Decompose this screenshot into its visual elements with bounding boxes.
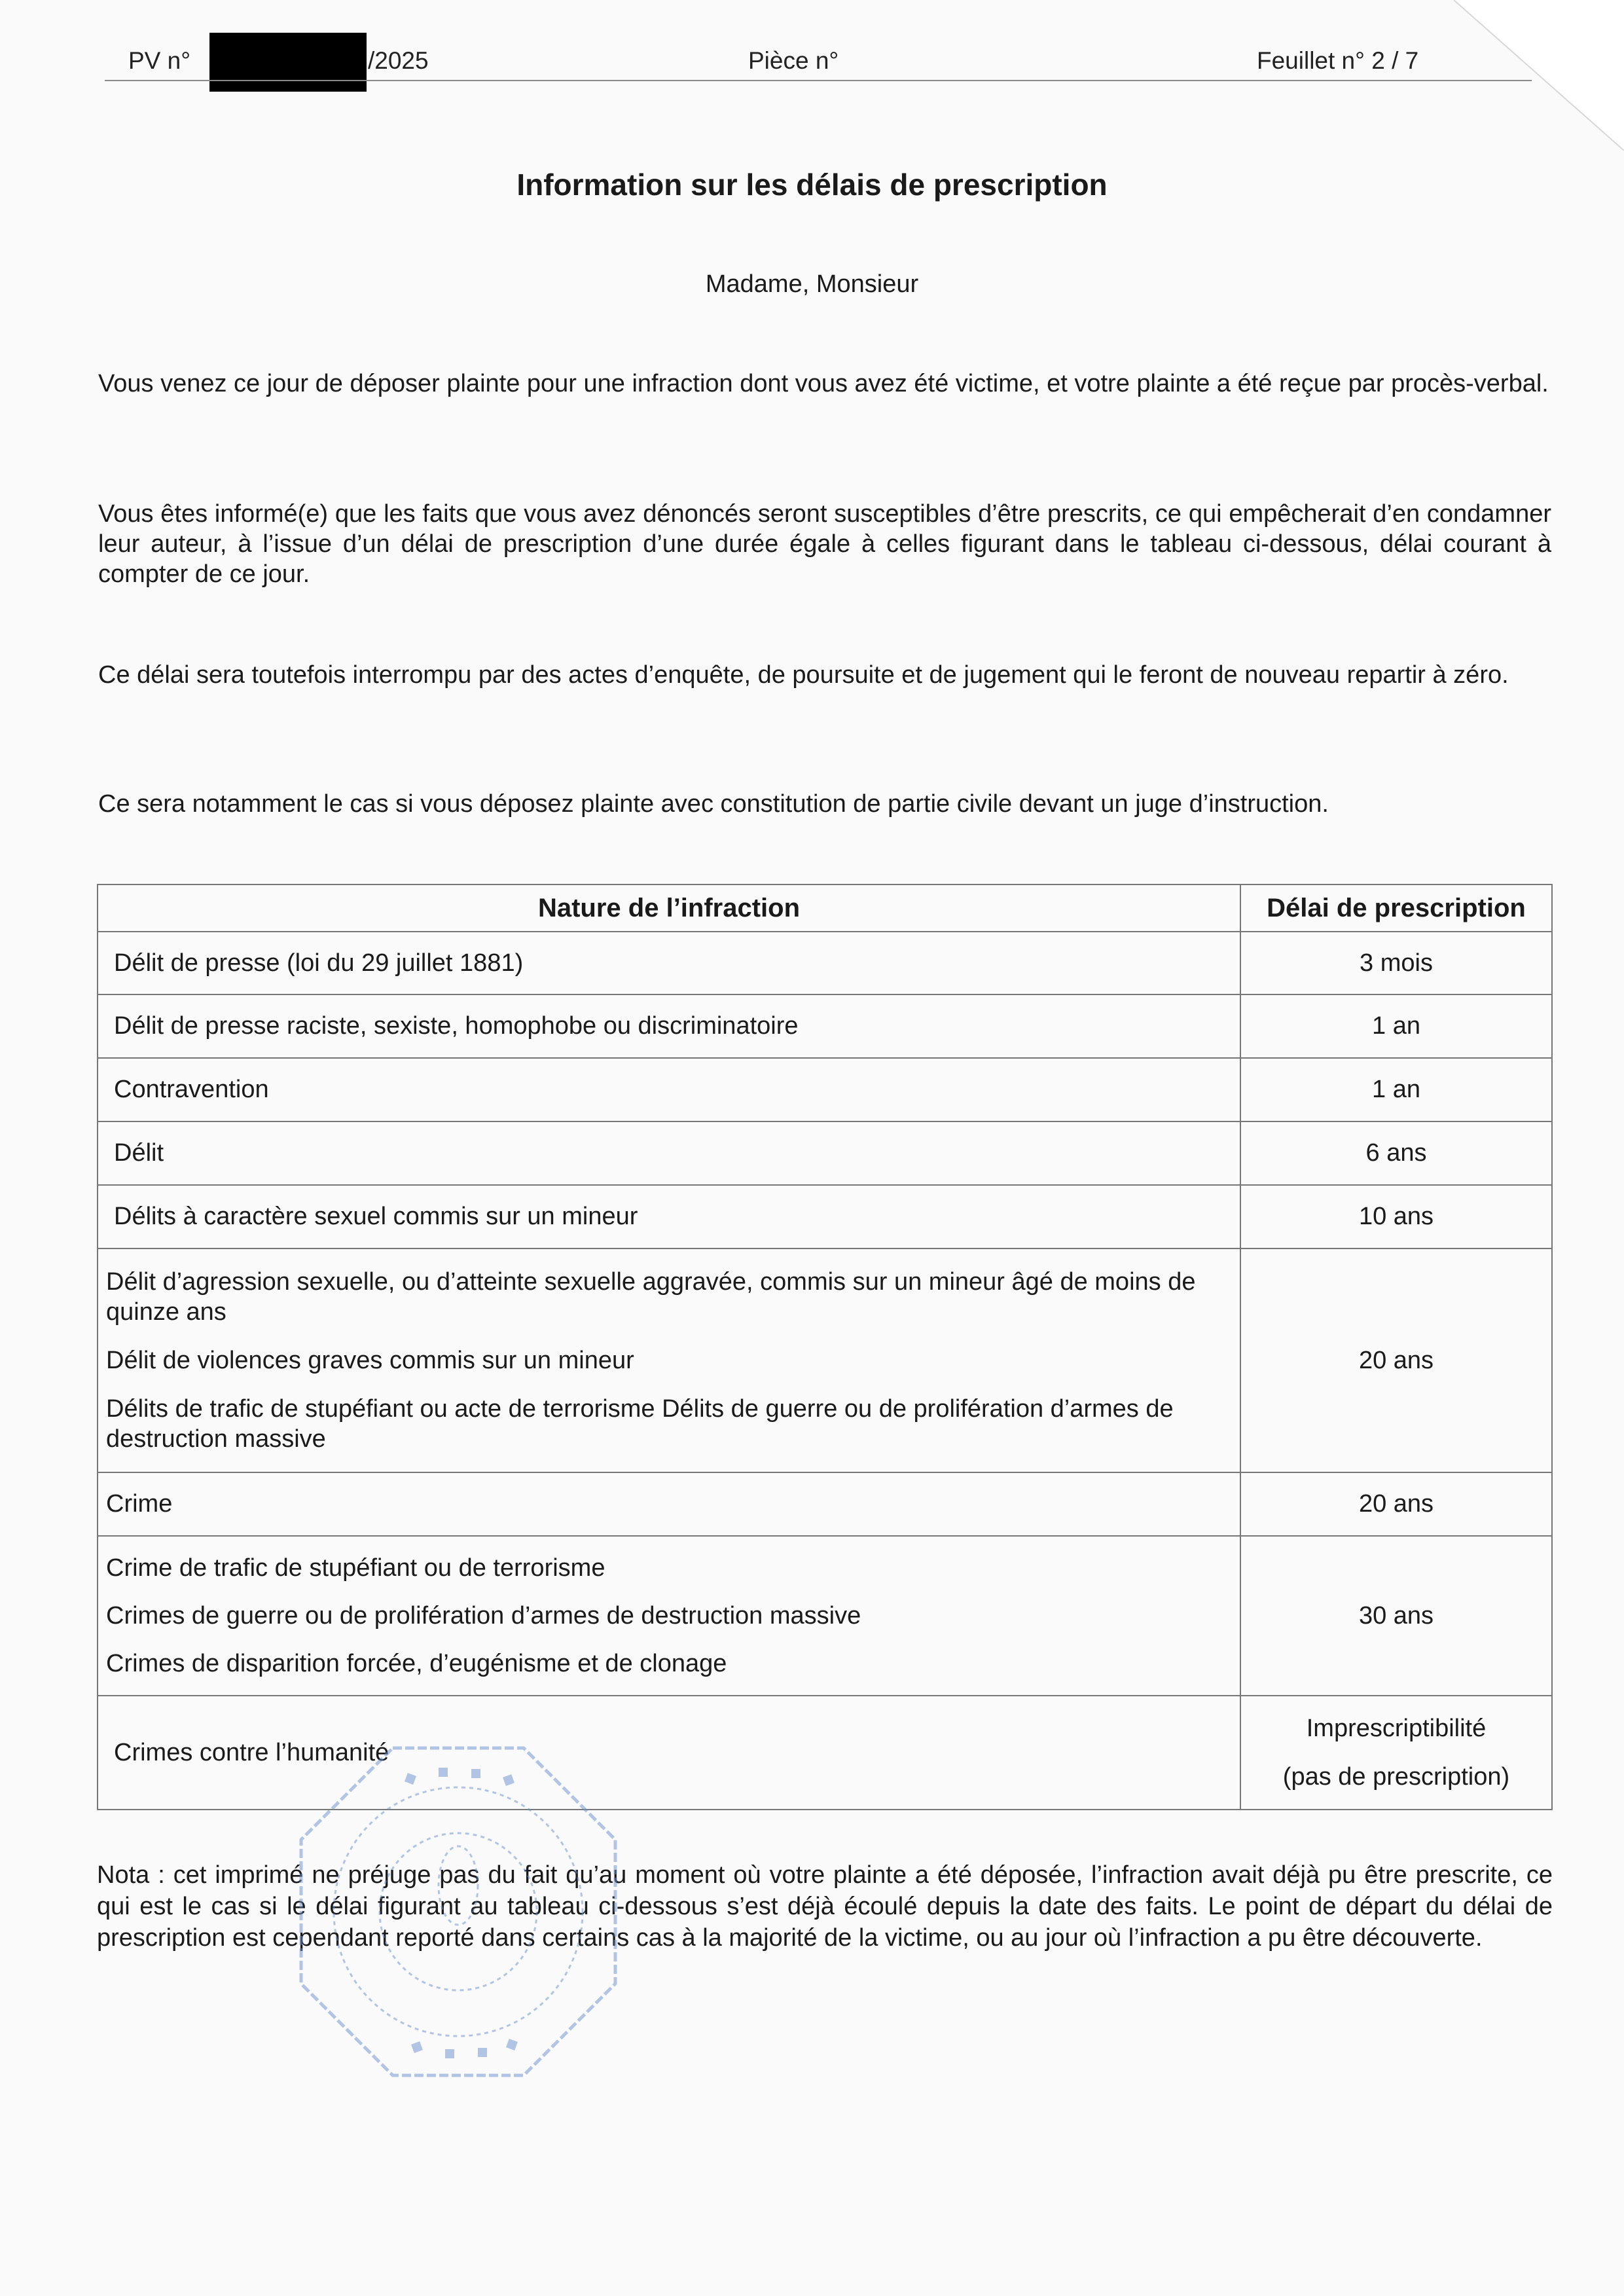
table-row [98,994,1552,1058]
delai-text: 1 an [1372,1012,1420,1040]
delai-cell [1240,1536,1552,1696]
nature-cell [98,1536,1240,1696]
nature-text: Crimes contre l’humanité [114,1738,389,1766]
delai-text: (pas de prescription) [1282,1763,1510,1791]
piece-number-label: Pièce n° [748,47,839,74]
table-row [98,1185,1552,1248]
paragraph-prescription-info: Vous êtes informé(e) que les faits que vous avez dénoncés seront susceptibles d’être prescrits, ce qui empêcherait d’en condamner leur auteur, à l’issue d’un délai de prescription d’une durée égale à celles figurant dans le tableau ci-dessous, délai courant à compter de ce jour. [98,500,1551,588]
pv-year: /2025 [368,47,429,74]
table-row [98,932,1552,994]
page-corner-fold [1454,0,1624,151]
nature-text: Délit de violences graves commis sur un mineur [106,1347,634,1374]
nota-paragraph: Nota : cet imprimé ne préjuge pas du fait qu’au moment où votre plainte a été déposée, l’infraction avait déjà pu être prescrite, ce qui est le cas si le délai figurant au tableau ci-dessous s’est déjà écoulé depuis la date des faits. Le point de départ du délai de prescription est cependant reporté dans certains cas à la majorité de la victime, ou au jour où l’infraction a pu être découverte. [97,1861,1553,1952]
nature-text: Délit [114,1139,164,1167]
paragraph-interruption: Ce délai sera toutefois interrompu par des actes d’enquête, de poursuite et de jugement qui le feront de nouveau repartir à zéro. [98,661,1509,689]
delai-text: 30 ans [1358,1601,1434,1630]
table-row [98,1472,1552,1536]
nature-text: Crimes de disparition forcée, d’eugénisme et de clonage [106,1650,727,1677]
delai-cell [1240,1058,1552,1121]
sheet-number: Feuillet n° 2 / 7 [1257,47,1419,74]
nature-cell [98,1185,1240,1248]
nature-cell [98,932,1240,994]
delai-cell [1240,1248,1552,1472]
nature-text: Délit de presse (loi du 29 juillet 1881) [114,949,524,977]
table-row [98,1121,1552,1185]
page-title: Information sur les délais de prescription [516,168,1108,202]
paragraph-civil-party: Ce sera notamment le cas si vous déposez plainte avec constitution de partie civile devant un juge d’instruction. [98,790,1329,818]
table-row [98,1248,1552,1472]
delai-text: 20 ans [1358,1490,1434,1518]
official-seal-stamp-icon [288,1735,628,2088]
nature-cell [98,1248,1240,1472]
header-rule [105,80,1532,81]
delai-text: 10 ans [1358,1203,1434,1230]
delai-text: 20 ans [1358,1346,1434,1374]
nature-text: Crime de trafic de stupéfiant ou de terrorisme [106,1554,605,1582]
nature-text: Crime [106,1490,173,1518]
delai-cell [1240,1185,1552,1248]
delai-text: Imprescriptibilité [1306,1715,1487,1742]
delai-text: 3 mois [1360,949,1433,977]
nature-cell [98,1121,1240,1185]
delai-cell [1240,1121,1552,1185]
redacted-pv-number [209,33,367,92]
pv-number-label: PV n° [128,47,191,74]
nature-text: Délit de presse raciste, sexiste, homophobe ou discriminatoire [114,1012,799,1040]
delai-cell [1240,1696,1552,1810]
nature-text: Délit d’agression sexuelle, ou d’atteinte sexuelle aggravée, commis sur un mineur âgé de moins de quinze ans [106,1268,1196,1326]
nature-cell [98,1472,1240,1536]
paragraph-complaint: Vous venez ce jour de déposer plainte pour une infraction dont vous avez été victime, et votre plainte a été reçue par procès-verbal. [98,370,1549,397]
table-row [98,1536,1552,1696]
prescription-table [97,884,1553,1810]
delai-text: 1 an [1372,1076,1420,1103]
table-row [98,1058,1552,1121]
table-header-row [98,884,1552,932]
delai-cell [1240,1472,1552,1536]
delai-text: 6 ans [1365,1139,1427,1167]
delai-cell [1240,994,1552,1058]
column-header-delai: Délai de prescription [1240,884,1552,932]
nature-text: Contravention [114,1076,269,1103]
nature-text: Délits à caractère sexuel commis sur un mineur [114,1203,638,1230]
nature-cell [98,1696,1240,1810]
nature-text: Délits de trafic de stupéfiant ou acte de terrorisme Délits de guerre ou de prolifération d’armes de destruction massive [106,1395,1174,1453]
salutation: Madame, Monsieur [705,270,919,298]
nature-cell [98,1058,1240,1121]
delai-cell [1240,932,1552,994]
column-header-nature: Nature de l’infraction [98,884,1240,932]
nature-text: Crimes de guerre ou de prolifération d’armes de destruction massive [106,1602,861,1630]
nature-cell [98,994,1240,1058]
